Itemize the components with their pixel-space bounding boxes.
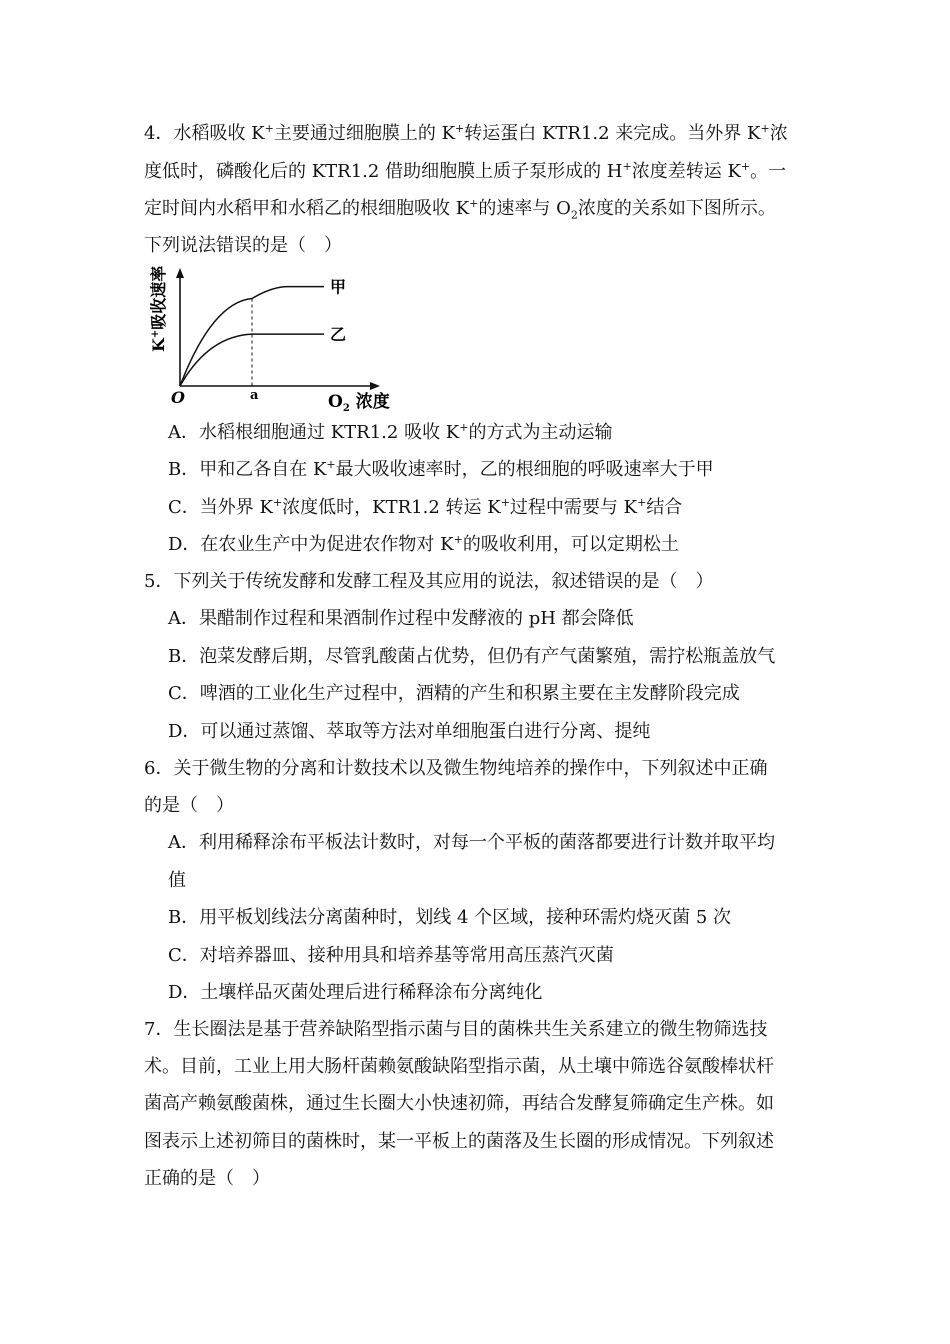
q4-option-d: D．在农业生产中为促进农作物对 K+的吸收利用，可以定期松土: [168, 533, 679, 555]
q4-option-b: B．甲和乙各自在 K+最大吸收速率时，乙的根细胞的呼吸速率大于甲: [168, 458, 714, 480]
q7-stem-line-2: 术。目前，工业上用大肠杆菌赖氨酸缺陷型指示菌，从土壤中筛选谷氨酸棒状杆: [144, 1056, 774, 1077]
q6-option-a-line-2: 值: [168, 870, 186, 891]
q4-option-a: A．水稻根细胞通过 KTR1.2 吸收 K+的方式为主动运输: [168, 421, 613, 443]
chart-axes: [176, 268, 380, 390]
q5-stem: 5．下列关于传统发酵和发酵工程及其应用的说法，叙述错误的是（ ）: [144, 571, 714, 592]
q4-stem-line-2: 度低时，磷酸化后的 KTR1.2 借助细胞膜上质子泵形成的 H+浓度差转运 K+。一: [144, 160, 787, 182]
q7-stem-line-5: 正确的是（ ）: [144, 1168, 270, 1189]
x-axis-arrow: [370, 382, 380, 390]
q4-stem-line-1: 4．水稻吸收 K+主要通过细胞膜上的 K+转运蛋白 KTR1.2 来完成。当外界 K+浓: [144, 122, 788, 144]
q6-option-b: B．用平板划线法分离菌种时，划线 4 个区域，接种环需灼烧灭菌 5 次: [168, 907, 732, 928]
q6-stem-line-2: 的是（ ）: [144, 795, 234, 816]
q7-stem-line-3: 菌高产赖氨酸菌株，通过生长圈大小快速初筛，再结合发酵复筛确定生产株。如: [144, 1093, 774, 1114]
q5-option-c: C．啤酒的工业化生产过程中，酒精的产生和积累主要在主发酵阶段完成: [168, 683, 740, 704]
y-axis-label: K+吸收速率: [149, 266, 168, 352]
q6-option-a-line-1: A．利用稀释涂布平板法计数时，对每一个平板的菌落都要进行计数并取平均: [168, 832, 775, 853]
q5-option-d: D．可以通过蒸馏、萃取等方法对单细胞蛋白进行分离、提纯: [168, 721, 651, 742]
q7-stem-line-4: 图表示上述初筛目的菌株时，某一平板上的菌落及生长圈的形成情况。下列叙述: [144, 1131, 774, 1152]
q6-option-d: D．土壤样品灭菌处理后进行稀释涂布分离纯化: [168, 982, 543, 1003]
q4-stem-line-4: 下列说法错误的是（ ）: [144, 235, 342, 256]
q6-stem-line-1: 6．关于微生物的分离和计数技术以及微生物纯培养的操作中，下列叙述中正确: [144, 758, 768, 779]
series-label-jia: 甲: [330, 277, 347, 297]
origin-label: O: [171, 388, 185, 407]
x-axis-label: $O_2$ 浓度: [328, 392, 390, 414]
y-axis-arrow: [176, 268, 184, 278]
q4-stem-line-3: 定时间内水稻甲和水稻乙的根细胞吸收 K+的速率与 $O_2$浓度的关系如下图所示。: [144, 197, 776, 222]
q5-option-a: A．果醋制作过程和果酒制作过程中发酵液的 pH 都会降低: [168, 608, 634, 629]
q6-option-c: C．对培养器皿、接种用具和培养基等常用高压蒸汽灭菌: [168, 945, 614, 966]
x-tick-a: a: [250, 388, 259, 403]
q7-stem-line-1: 7．生长圈法是基于营养缺陷型指示菌与目的菌株共生关系建立的微生物筛选技: [144, 1019, 768, 1040]
q4-option-c: C．当外界 K+浓度低时，KTR1.2 转运 K+过程中需要与 K+结合: [168, 496, 683, 518]
k-uptake-chart: [140, 266, 410, 414]
chart-plot: [180, 278, 346, 386]
series-label-yi: 乙: [330, 325, 347, 345]
q5-option-b: B．泡菜发酵后期，尽管乳酸菌占优势，但仍有产气菌繁殖，需拧松瓶盖放气: [168, 646, 776, 667]
